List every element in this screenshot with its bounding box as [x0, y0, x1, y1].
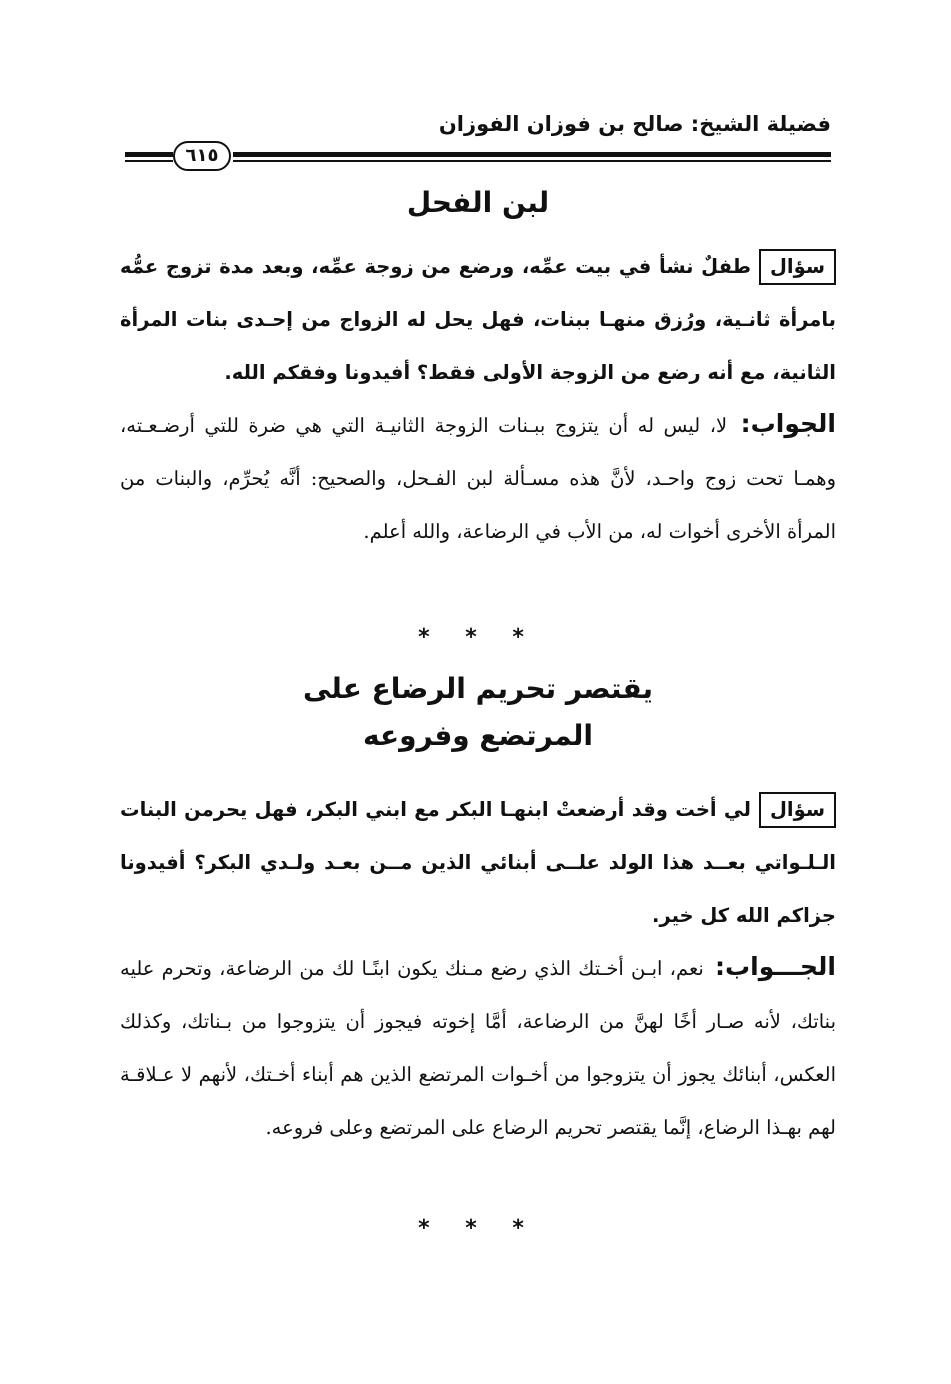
header-rule-thick [233, 152, 831, 157]
section-1-title: لبن الفحل [406, 186, 550, 219]
header-rule-short-thin [125, 160, 173, 162]
question-paragraph [120, 783, 836, 942]
question-label-box: سؤال [759, 792, 836, 828]
separator-2: * * * [418, 1216, 538, 1241]
answer-paragraph [120, 940, 836, 1154]
answer-label: الجـــواب: [715, 952, 836, 981]
question-paragraph [120, 240, 836, 399]
running-title: فضيلة الشيخ: صالح بن فوزان الفوزان [438, 112, 831, 136]
section-1-question [120, 240, 836, 399]
section-2-title-line-2: المرتضع وفروعه [363, 719, 593, 752]
question-text: طفلٌ نشأ في بيت عمِّه، ورضع من زوجة عمِّه، وبعد مدة تزوج عمُّه بامرأة ثانـية، ورُزق منهـا ببنات، فهل يحل له الزواج من إحـدى بنات المرأة الثانية، مع أنه رضع من الزوجة الأولى فقط؟ أفيدونا وفقكم الله. [120, 255, 836, 384]
page-header [125, 108, 831, 168]
section-2-answer [120, 940, 836, 1154]
section-2 [120, 672, 836, 752]
page-number: ٦١٥ [173, 141, 231, 171]
answer-paragraph [120, 397, 836, 558]
question-text: لي أخت وقد أرضعتْ ابنهـا البكر مع ابني البكر، فهل يحرمن البنات الـلـواتي بعــد هذا الولد علــى أبنائي الذين مــن بعـد ولـدي البكر؟ أفيدونا جزاكم الله كل خير. [120, 798, 836, 927]
answer-text: لا، ليس له أن يتزوج ببـنات الزوجة الثانيـة التي هي ضرة للتي أرضـعـته، وهمـا تحت زوج واحـد، لأنَّ هذه مسـألة لبن الفـحل، والصحيح: أنَّه يُحرِّم، والبنات من المرأة الأخرى أخوات له، من الأب في الرضاعة، والله أعلم. [120, 414, 836, 543]
separator-1: * * * [418, 625, 538, 650]
header-rule-thin [233, 160, 831, 162]
question-label-box: سؤال [759, 249, 836, 285]
section-2-question [120, 783, 836, 942]
section-1 [120, 186, 836, 219]
section-1-answer [120, 397, 836, 558]
answer-text: نعم، ابـن أخـتك الذي رضع مـنك يكون ابنًـا لك من الرضاعة، وتحرم عليه بناتك، لأنه صـار أخًا لهنَّ من الرضاعة، أمَّا إخوته فيجوز أن يتزوجوا من بـناتك، وكذلك العكس، أبنائك يجوز أن يتزوجوا من أخـوات المرتضع الذين هم أبناء أخـتك، لأنهم لا عـلاقـة لهم بهـذا الرضاع، إنَّما يقتصر تحريم الرضاع على المرتضع وعلى فروعه. [120, 957, 836, 1139]
header-rule-short-thick [125, 152, 173, 157]
section-2-title-line-1: يقتصر تحريم الرضاع على [302, 672, 654, 705]
answer-label: الجواب: [740, 409, 836, 438]
